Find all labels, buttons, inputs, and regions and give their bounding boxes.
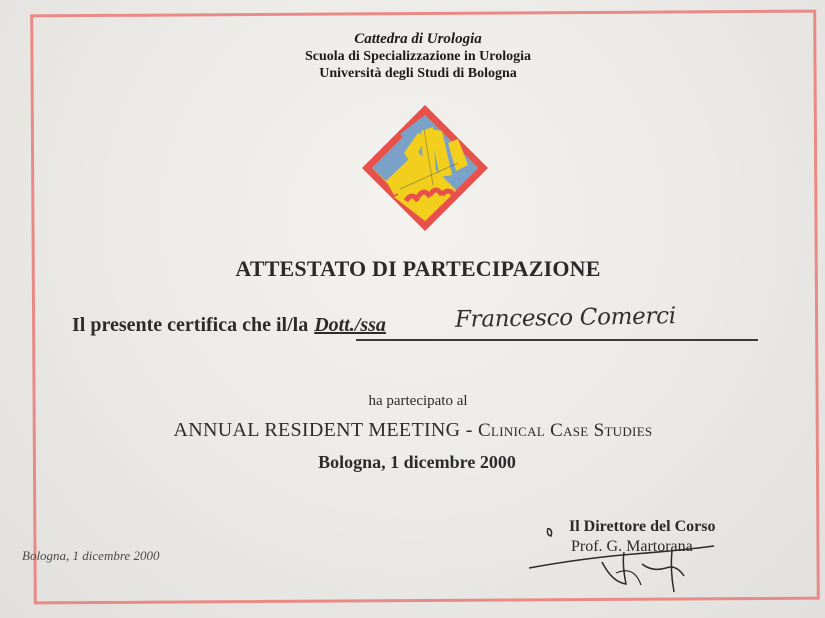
institution-line-2: Scuola di Specializzazione in Urologia (304, 49, 532, 64)
certification-intro: Il presente certifica che il/la (72, 314, 309, 336)
participation-text: ha partecipato al (368, 393, 468, 409)
director-label: Il Direttore del Corso (569, 518, 716, 535)
certification-statement (72, 314, 386, 337)
meeting-title: ANNUAL RESIDENT MEETING - Clinical Case Studies (173, 419, 653, 441)
decorative-border (30, 10, 820, 605)
recipient-title: Dott./ssa (314, 314, 386, 336)
recipient-underline (356, 339, 758, 341)
issue-date: Bologna, 1 dicembre 2000 (22, 548, 160, 563)
certificate-title: ATTESTATO DI PARTECIPAZIONE (235, 256, 601, 281)
recipient-handwritten-name: Francesco Comerci (454, 303, 677, 333)
meeting-subtitle: Clinical Case Studies (477, 420, 653, 441)
institution-line-1: Cattedra di Urologia (354, 31, 482, 47)
institution-line-3: Università degli Studi di Bologna (319, 66, 517, 81)
meeting-date: Bologna, 1 dicembre 2000 (318, 452, 516, 472)
meeting-main-title: ANNUAL RESIDENT MEETING (173, 419, 461, 441)
director-name: Prof. G. Martorana (571, 538, 693, 555)
university-logo-icon (360, 103, 490, 233)
